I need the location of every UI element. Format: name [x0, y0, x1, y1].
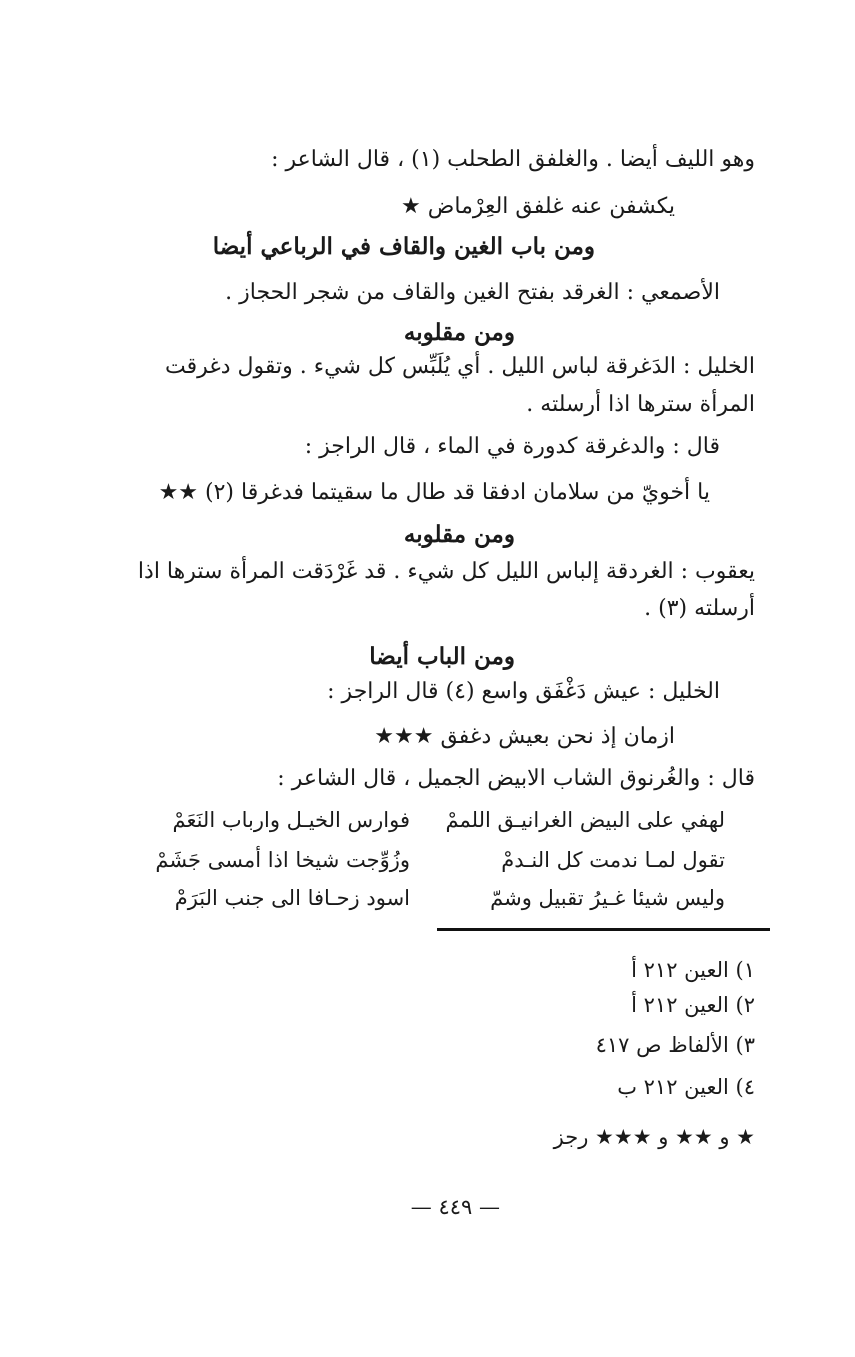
verse-line: يا أخويّ من سلامان ادفقا قد طال ما سقيتما فدغرقا (٢) ★★ [158, 480, 710, 505]
poem-left-hemistich: وزُوِّجت شيخا اذا أمسى جَشَمْ [155, 848, 410, 872]
body-line: المرأة سترها اذا أرسلته . [526, 392, 755, 417]
body-line: أرسلته (٣) . [644, 596, 755, 621]
footnote-item: ٤) العين ٢١٢ ب [617, 1075, 755, 1099]
section-heading: ومن باب الغين والقاف في الرباعي أيضا [212, 233, 595, 260]
body-line: قال : والغُرنوق الشاب الابيض الجميل ، قال الشاعر : [277, 766, 755, 791]
poem-right-hemistich: وليس شيئا غـيرُ تقبيل وشمّ [490, 886, 725, 910]
footnote-item: ٣) الألفاظ ص ٤١٧ [595, 1033, 755, 1057]
meter-note: ★ و ★★ و ★★★ رجز [553, 1125, 755, 1149]
body-line: الأصمعي : الغرقد بفتح الغين والقاف من شجر الحجاز . [225, 280, 720, 305]
verse-line: يكشفن عنه غلفق العِرْماض ★ [401, 194, 675, 219]
footnote-divider [437, 928, 770, 931]
poem-right-hemistich: تقول لمـا ندمت كل النـدمْ [501, 848, 725, 872]
footnote-item: ١) العين ٢١٢ أ [631, 958, 755, 982]
body-line: الخليل : الدَغرقة لباس الليل . أي يُلَبِّس كل شيء . وتقول دغرقت [165, 354, 755, 379]
section-heading: ومن الباب أيضا [369, 643, 515, 670]
page-number: — ٤٤٩ — [410, 1195, 500, 1219]
body-line: قال : والدغرقة كدورة في الماء ، قال الراجز : [304, 434, 720, 459]
poem-left-hemistich: فوارس الخيـل وارباب النَعَمْ [172, 808, 410, 832]
body-line: وهو الليف أيضا . والغلفق الطحلب (١) ، قال الشاعر : [271, 147, 755, 172]
body-line: يعقوب : الغردقة إلباس الليل كل شيء . قد غَرْدَقت المرأة سترها اذا [137, 559, 755, 584]
section-heading: ومن مقلوبه [403, 319, 515, 346]
footnote-item: ٢) العين ٢١٢ أ [631, 993, 755, 1017]
section-heading: ومن مقلوبه [403, 521, 515, 548]
verse-line: ازمان إذ نحن بعيش دغفق ★★★ [374, 724, 675, 749]
body-line: الخليل : عيش دَغْفَق واسع (٤) قال الراجز : [327, 679, 720, 704]
poem-right-hemistich: لهفي على البيض الغرانيـق اللممْ [445, 808, 725, 832]
poem-left-hemistich: اسود زحـافا الى جنب البَرَمْ [174, 886, 410, 910]
